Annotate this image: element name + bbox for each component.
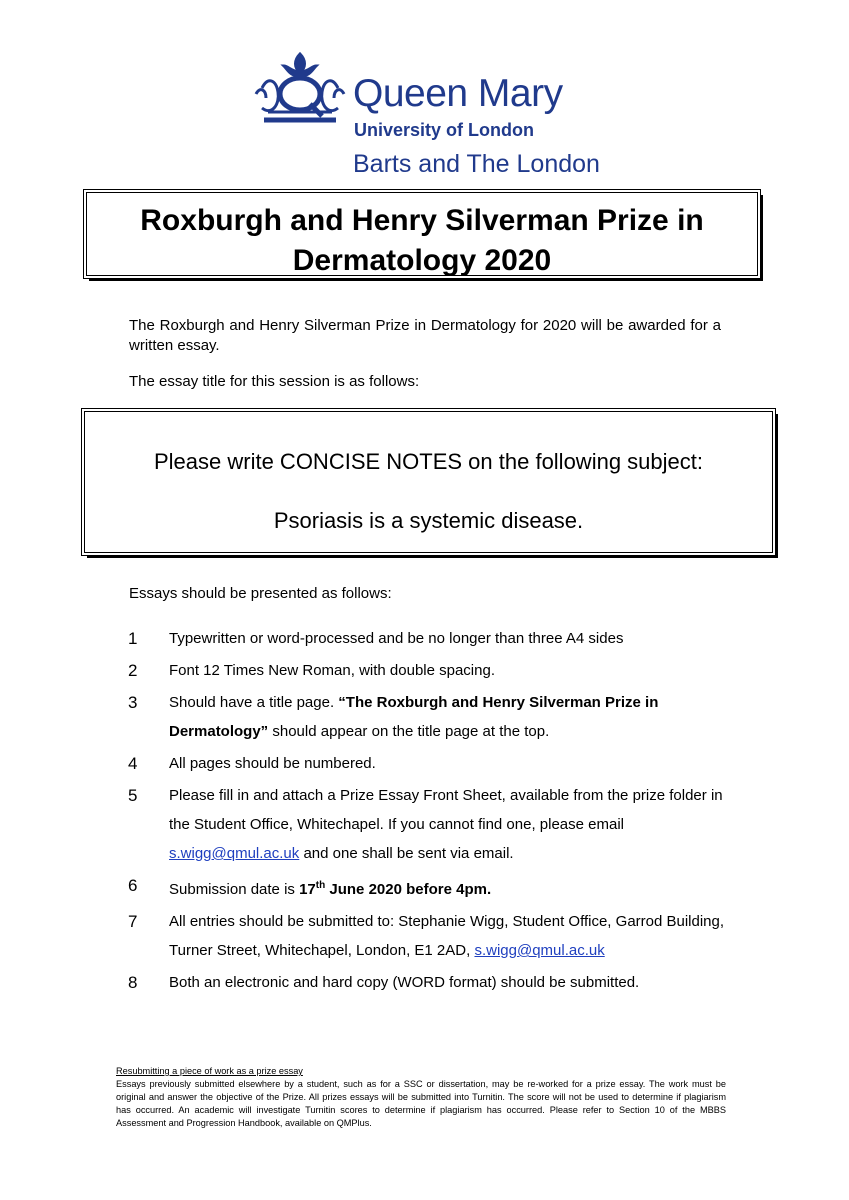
footnote (116, 1065, 726, 1130)
item-text: Both an electronic and hard copy (WORD format) should be submitted. (169, 974, 640, 991)
list-item (128, 871, 728, 904)
date-day: 17 (299, 881, 316, 898)
date-suffix: th (315, 880, 326, 891)
list-item (128, 749, 728, 778)
list-item (128, 907, 728, 965)
submission-date (299, 881, 491, 898)
item-number: 3 (128, 693, 138, 712)
page-title: Roxburgh and Henry Silverman Prize in Dermatology 2020 (140, 204, 704, 277)
email-link[interactable]: s.wigg@qmul.ac.uk (169, 845, 300, 862)
logo-faculty: Barts and The London (353, 150, 600, 178)
logo-university: University of London (354, 120, 534, 140)
date-rest: June 2020 before 4pm. (325, 881, 492, 898)
item-text (169, 781, 728, 868)
essay-title-intro: The essay title for this session is as follows: (129, 373, 420, 390)
item-text: All pages should be numbered. (169, 755, 376, 772)
essay-subject: Psoriasis is a systemic disease. (273, 508, 584, 533)
crest-icon (254, 50, 346, 128)
item-text-part: Should have a title page. (169, 694, 339, 711)
title-box (83, 189, 761, 279)
logo-name: Queen Mary (353, 72, 563, 115)
item-text-part: and one shall be sent via email. (299, 845, 514, 862)
prize-title-bold: “The Roxburgh and Henry Silverman Prize in Dermatology” (169, 694, 659, 740)
item-number: 8 (128, 973, 138, 992)
requirements-list (128, 624, 728, 997)
item-text-part: Submission date is (169, 881, 300, 898)
item-text (169, 907, 728, 965)
essay-instruction: Please write CONCISE NOTES on the following subject: (153, 449, 703, 474)
list-item (128, 781, 728, 868)
item-text-part: should appear on the title page at the top. (268, 723, 550, 740)
item-number: 7 (128, 912, 138, 931)
item-text-part: Please fill in and attach a Prize Essay Front Sheet, available from the prize folder in the Student Office, Whitechapel. If you cannot find one, please email (169, 787, 723, 833)
item-text: Typewritten or word-processed and be no longer than three A4 sides (169, 630, 624, 647)
essay-title-box (81, 408, 776, 556)
item-text (169, 688, 728, 746)
item-number: 4 (128, 754, 138, 773)
list-item (128, 968, 728, 997)
presentation-intro: Essays should be presented as follows: (129, 585, 392, 602)
item-text (169, 871, 728, 904)
university-logo (250, 46, 610, 186)
item-number: 1 (128, 629, 138, 648)
item-text-part: All entries should be submitted to: Stephanie Wigg, Student Office, Garrod Building, Turner Street, Whitechapel, London, E1 2AD, (169, 913, 725, 959)
item-text: Font 12 Times New Roman, with double spacing. (169, 662, 495, 679)
item-number: 2 (128, 661, 138, 680)
list-item (128, 624, 728, 653)
email-link[interactable]: s.wigg@qmul.ac.uk (474, 942, 605, 959)
item-number: 6 (128, 876, 138, 895)
list-item (128, 688, 728, 746)
footnote-body: Essays previously submitted elsewhere by a student, such as for a SSC or dissertation, may be re-worked for a prize essay. The work must be original and answer the objective of the Prize. All prizes essays will be submitted into Turnitin. The score will not be used to determine if plagiarism has occurred. An academic will investigate Turnitin scores to determine if plagiarism has occurred. Please refer to Section 10 of the MBBS Assessment and Progression Handbook, available on QMPlus. (116, 1079, 726, 1128)
footnote-heading: Resubmitting a piece of work as a prize essay (116, 1066, 303, 1076)
list-item (128, 656, 728, 685)
item-number: 5 (128, 786, 138, 805)
intro-paragraph: The Roxburgh and Henry Silverman Prize in Dermatology for 2020 will be awarded for a written essay. (129, 317, 721, 354)
